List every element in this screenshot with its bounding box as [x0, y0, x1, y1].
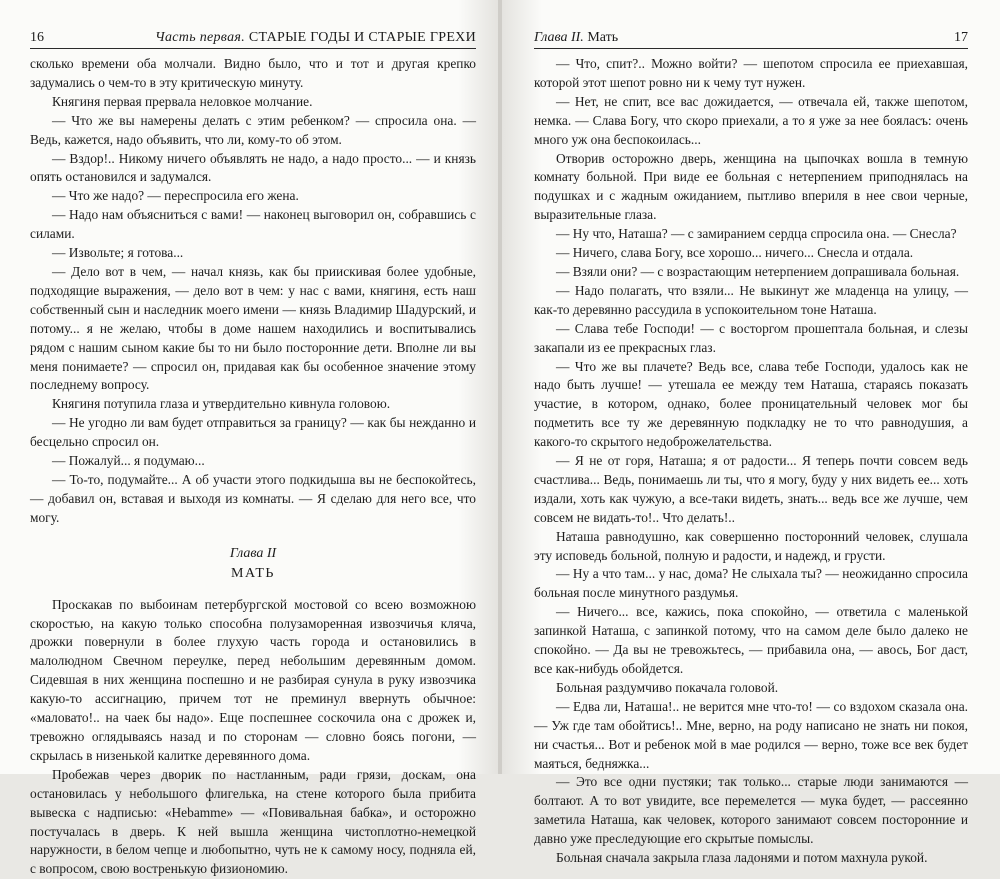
paragraph: — Что же надо? — переспросила его жена.: [52, 188, 299, 204]
paragraph: Больная раздумчиво покачала головой.: [556, 679, 779, 695]
running-head-book-title: СТАРЫЕ ГОДЫ И СТАРЫЕ ГРЕХИ: [248, 30, 476, 45]
paragraph: Больная сначала закрыла глаза ладонями и потом махнула рукой.: [556, 850, 928, 866]
running-head-chapter: Глава II.: [534, 30, 584, 45]
running-head-right-text: [534, 28, 618, 48]
paragraph: — Едва ли, Наташа!.. не верится мне что-то! — со вздохом сказала она. — Уж где там обойтись!.. Мне, верно, на роду написано не знать ни покоя, ни счастья... Вот и ребенок мой в мае родился — верно, тоже все век будет маяться, бедняжка...: [534, 698, 968, 771]
running-head-right: [534, 28, 968, 49]
paragraph: — Слава тебе Господи! — с восторгом прошептала больная, и слезы закапали из ее прекрасных глаз.: [534, 320, 968, 355]
paragraph: Отворив осторожно дверь, женщина на цыпочках вошла в темную комнату больной. При виде ее больная с нетерпением приподнялась на подушках и с жадным ожиданием, пытливо впериля в нее свои черные, выразительные глаза.: [534, 150, 968, 223]
chapter-heading: [30, 544, 476, 584]
paragraph: — Ничего... все, кажись, пока спокойно, — ответила с маленькой запинкой Наташа, с запинкой потому, что на самом деле было далеко не спокойно. — Да вы не тревожьтесь, — прибавила она, — авось, Бог даст, все как-нибудь обойдется.: [534, 604, 968, 676]
paragraph: Княгиня первая прервала неловкое молчание.: [52, 93, 313, 109]
page-number-left: 16: [30, 30, 44, 45]
right-body-text: [534, 55, 968, 868]
paragraph: — Ну что, Наташа? — с замиранием сердца спросила она. — Снесла?: [556, 226, 957, 242]
running-head-part: Часть первая.: [155, 30, 245, 45]
chapter-number: Глава II: [229, 545, 277, 561]
paragraph: — Пожалуй... я подумаю...: [52, 453, 205, 469]
paragraph: — То-то, подумайте... А об участи этого подкидыша вы не беспокойтесь, — добавил он, вставая и выходя из комнаты. — Я сделаю для него все, что могу.: [30, 471, 476, 525]
right-page: [502, 0, 1000, 866]
running-head-left-text: [155, 28, 476, 48]
paragraph: — Надо нам объясниться с вами! — наконец выговорил он, собравшись с силами.: [30, 207, 476, 242]
paragraph: — Что, спит?.. Можно войти? — шепотом спросила ее приехавшая, которой этот шепот ровно ни к чему тут нужен.: [534, 56, 968, 90]
paragraph: — Вздор!.. Никому ничего объявлять не надо, а надо просто... — и князь опять остановился и задумался.: [30, 150, 476, 185]
paragraph: Княгиня потупила глаза и утвердительно кивнула головою.: [52, 396, 391, 412]
page-number-right: 17: [954, 30, 968, 45]
paragraph: сколько времени оба молчали. Видно было, что и тот и другая крепко задумались о чем-то в эту критическую минуту.: [30, 56, 476, 90]
paragraph: — Ну а что там... у нас, дома? Не слыхала ты? — неожиданно спросила больная после минутного раздумья.: [534, 566, 968, 601]
paragraph: — Я не от горя, Наташа; я от радости... Я теперь почти совсем ведь счастлива... Ведь, понимаешь ли ты, что я могу, буду у них видеть ее... хоть издали, хоть как чужую, а все-таки видеть, знать... ведь все же лучше, чем совсем не видать-то!.. Что делать!..: [534, 453, 968, 525]
paragraph: Проскакав по выбоинам петербургской мостовой со всею возможною скоростью, на какую только способна полузаморенная извозчичья кляча, дрожки повернули в более глухую часть города и остановились в малолюдном Свечном переулке, перед небольшим деревянным домом. Сидевшая в них женщина поспешно и не разбирая сунула в руку извозчика какую-то ассигнацию, причем тот не преминул ввернуть обычное: «маловато!.. на чаек бы надо». Еще поспешнее соскочила она с дрожек и, тревожно оглядываясь назад и по сторонам — словно боясь погони, — скрылась в низенькой калитке деревянного дома.: [30, 596, 476, 763]
paragraph: — Нет, не спит, все вас дожидается, — отвечала ей, также шепотом, немка. — Слава Богу, что скоро приехали, а то я уже за нее бояласъ: очень много уж она беспокоилась...: [534, 93, 968, 147]
paragraph: — Ничего, слава Богу, все хорошо... ничего... Снесла и отдала.: [556, 245, 914, 261]
paragraph: Наташа равнодушно, как совершенно посторонний человек, слушала эту исповедь больной, полную и радости, и надежд, и грусти.: [534, 528, 968, 563]
left-page: [0, 0, 498, 877]
paragraph: Пробежав через дворик по настланным, ради грязи, доскам, она остановилась у небольшого флигелька, на стене которого была прибита вывеска с надписью: «Hebamme» — «Повивальная бабка», и осторожно постучалась в дверь. К ней вышла женщина чистоплотно-немецкой наружности, в белом чепце и любопытно, чуть не к самому носу, подняла ей, с вопросом, свою востренькую физиономию.: [30, 766, 476, 877]
paragraph: — Взяли они? — с возрастающим нетерпением допрашивала больная.: [556, 263, 960, 279]
left-body-text: [30, 55, 476, 879]
paragraph: — Надо полагать, что взяли... Не выкинут же младенца на улицу, — как-то деревянно рассудила в успокоительном тоне Наташа.: [534, 282, 968, 317]
paragraph: — Не угодно ли вам будет отправиться за границу? — как бы нежданно и бесцельно спросил он.: [30, 415, 476, 450]
paragraph: — Это все одни пустяки; так только... старые люди занимаются — болтают. А то вот увидите, все перемелется — мука будет, — рассеянно заметила Наташа, как человек, которого занимают совсем посторонние и давно уже преследующие его скрытые помыслы.: [534, 774, 968, 847]
chapter-title: МАТЬ: [231, 565, 275, 581]
running-head-chapter-title: Мать: [587, 30, 619, 45]
paragraph: — Дело вот в чем, — начал князь, как бы приискивая более удобные, подходящие выражения, — дело вот в чем: у нас с вами, княгиня, есть наш собственный сын и наследник моего имени — князь Владимир Шадурский, и потому... я не желаю, чтобы в доме нашем находились и воспитывались рядом с нашим сыном какие бы то ни было посторонние дети. Вполне ли вы меня понимаете? — спросил он, придавая как бы особенное значение этому последнему вопросу.: [30, 263, 476, 393]
paragraph: — Что же вы намерены делать с этим ребенком? — спросила она. — Ведь, кажется, надо объявить, что ли, кому-то об этом.: [30, 112, 476, 147]
paragraph: — Что же вы плачете? Ведь все, слава тебе Господи, удалось как не надо быть лучше! — утешала ее между тем Наташа, стараясь показать участие, в котором, однако, более проницательный человек мог бы подметить все ту же деревянную подкладку не то что равнодушия, а какого-то скрытого недоброжелательства.: [534, 358, 968, 450]
running-head-left: [30, 28, 476, 49]
paragraph: — Извольте; я готова...: [52, 245, 184, 261]
